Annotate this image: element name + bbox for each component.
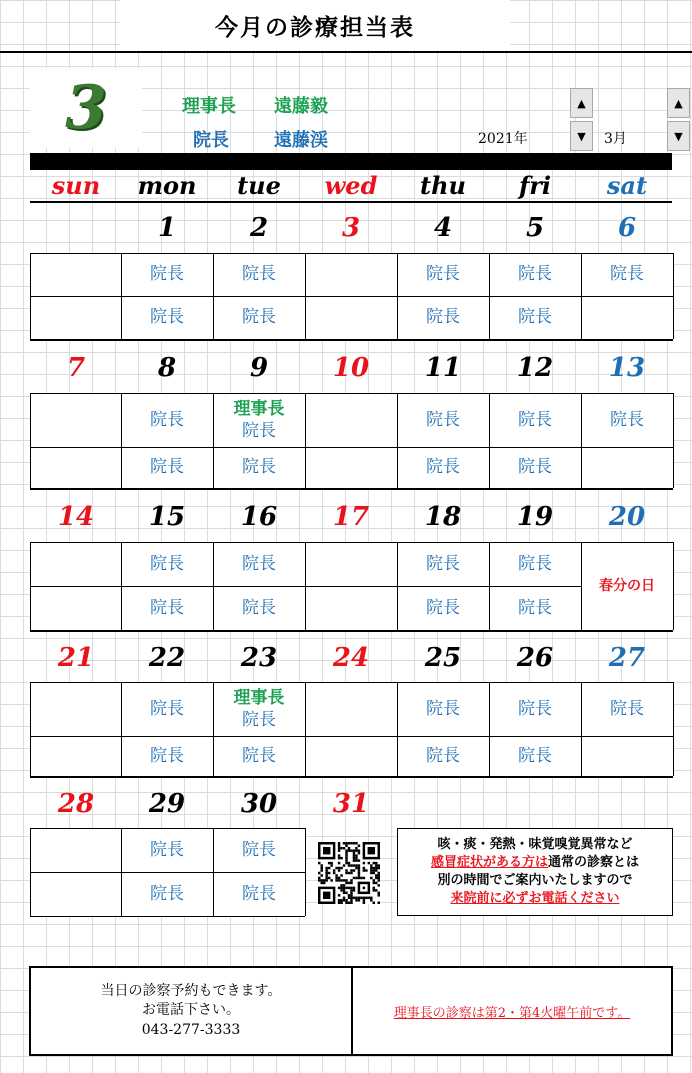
grid-line (581, 542, 582, 630)
grid-line (489, 393, 490, 488)
date-18: 18 (424, 502, 462, 532)
schedule-cell (121, 828, 213, 872)
arrow-up-icon: ▲ (674, 96, 683, 110)
schedule-cell (305, 296, 397, 339)
chief-label: 院長 (150, 839, 184, 860)
schedule-cell (213, 828, 305, 872)
schedule-cell (305, 542, 397, 586)
grid-line (30, 916, 305, 917)
chief-label: 院長 (242, 745, 276, 766)
schedule-cell (489, 393, 581, 447)
grid-line (305, 253, 306, 339)
notice-box (397, 828, 673, 916)
schedule-cell (489, 253, 581, 296)
chief-label: 院長 (150, 698, 184, 719)
chief-label: 院長 (242, 883, 276, 904)
chief-label: 院長 (518, 264, 552, 285)
chief-label: 院長 (242, 710, 276, 730)
date-3: 3 (341, 213, 361, 243)
date-30: 30 (240, 789, 278, 819)
staff-role-director: 理事長 (182, 96, 236, 117)
notice-emphasis: 感冒症状がある方は (430, 854, 548, 870)
date-21: 21 (57, 643, 95, 673)
schedule-cell (397, 393, 489, 447)
grid-line (489, 682, 490, 776)
director-label: 理事長 (233, 687, 285, 708)
grid-line (581, 393, 582, 488)
chief-label: 院長 (518, 553, 552, 574)
staff-name-director: 遠藤毅 (274, 96, 328, 117)
grid-line (30, 253, 673, 254)
grid-line (397, 682, 398, 776)
chief-label: 院長 (426, 745, 460, 766)
schedule-cell (213, 682, 305, 736)
schedule-cell (121, 542, 213, 586)
schedule-cell (581, 736, 673, 776)
year-down-button[interactable] (570, 121, 593, 151)
chief-label: 院長 (610, 409, 644, 430)
grid-line (30, 872, 305, 873)
date-26: 26 (516, 643, 554, 673)
date-31: 31 (332, 789, 370, 819)
chief-label: 院長 (242, 597, 276, 618)
date-6: 6 (617, 213, 637, 243)
grid-line (121, 828, 122, 916)
staff-role-chief: 院長 (193, 130, 229, 151)
chief-label: 院長 (518, 307, 552, 328)
date-8: 8 (157, 353, 177, 383)
grid-line (581, 682, 582, 776)
schedule-cell (30, 296, 122, 339)
date-20: 20 (608, 502, 646, 532)
phone-number: 043-277-3333 (141, 1021, 241, 1038)
chief-label: 院長 (518, 597, 552, 618)
date-1: 1 (157, 213, 177, 243)
weekday-wed: wed (324, 170, 378, 200)
schedule-cell (30, 253, 122, 296)
schedule-cell (489, 736, 581, 776)
schedule-cell (397, 447, 489, 488)
schedule-cell (213, 296, 305, 339)
schedule-cell (397, 542, 489, 586)
month-up-button[interactable] (667, 88, 690, 118)
chief-label: 院長 (242, 421, 276, 441)
grid-line (30, 296, 673, 297)
schedule-cell (213, 736, 305, 776)
date-29: 29 (148, 789, 186, 819)
grid-line (305, 393, 306, 488)
chief-label: 院長 (426, 264, 460, 285)
qr-code (318, 842, 380, 904)
grid-line (213, 542, 214, 630)
schedule-cell (30, 542, 122, 586)
grid-line (30, 542, 673, 543)
grid-line (581, 253, 582, 339)
schedule-cell (489, 586, 581, 630)
grid-line (30, 447, 673, 448)
chief-label: 院長 (426, 409, 460, 430)
weekday-mon: mon (137, 170, 197, 200)
footer-box (29, 966, 673, 1056)
chief-label: 院長 (426, 307, 460, 328)
schedule-cell (121, 586, 213, 630)
date-13: 13 (608, 353, 646, 383)
notice-line-1: 咳・痰・発熱・味覚嗅覚異常など (437, 836, 633, 852)
chief-label: 院長 (610, 264, 644, 285)
schedule-cell (305, 586, 397, 630)
schedule-cell (305, 682, 397, 736)
chief-label: 院長 (150, 409, 184, 430)
staff-name-chief: 遠藤渓 (274, 130, 328, 151)
date-23: 23 (240, 643, 278, 673)
date-12: 12 (516, 353, 554, 383)
schedule-cell (121, 736, 213, 776)
footer-reservation (31, 968, 351, 1054)
date-4: 4 (433, 213, 453, 243)
weekday-sat: sat (606, 170, 648, 200)
holiday-cell (581, 542, 673, 630)
chief-label: 院長 (426, 553, 460, 574)
month-number: 3 (65, 73, 107, 143)
date-9: 9 (249, 353, 269, 383)
chief-label: 院長 (150, 307, 184, 328)
arrow-up-icon: ▲ (577, 96, 586, 110)
week-separator (30, 488, 673, 490)
schedule-cell (30, 872, 122, 916)
grid-line (489, 253, 490, 339)
week-separator (30, 339, 673, 341)
chief-label: 院長 (426, 597, 460, 618)
schedule-cell (30, 682, 122, 736)
year-up-button[interactable] (570, 88, 593, 118)
notice-line-4: 来院前に必ずお電話ください (450, 891, 620, 907)
weekday-tue: tue (237, 170, 281, 200)
date-14: 14 (57, 502, 95, 532)
date-10: 10 (332, 353, 370, 383)
notice-line-2 (431, 854, 639, 872)
grid-line (121, 393, 122, 488)
chief-label: 院長 (610, 698, 644, 719)
schedule-cell (581, 682, 673, 736)
schedule-cell (213, 253, 305, 296)
grid-line (397, 253, 398, 339)
date-19: 19 (516, 502, 554, 532)
schedule-cell (397, 736, 489, 776)
schedule-cell (213, 393, 305, 447)
chief-label: 院長 (242, 307, 276, 328)
grid-line (673, 682, 674, 776)
grid-line (213, 828, 214, 916)
holiday-label: 春分の日 (599, 577, 655, 594)
schedule-cell (30, 447, 122, 488)
chief-label: 院長 (150, 745, 184, 766)
date-25: 25 (424, 643, 462, 673)
schedule-cell (121, 296, 213, 339)
week-separator (30, 630, 673, 632)
schedule-cell (305, 253, 397, 296)
notice-line-3: 別の時間でご案内いたしますので (437, 873, 633, 888)
grid-line (397, 542, 398, 630)
chief-label: 院長 (150, 553, 184, 574)
footer-director-note: 理事長の診察は第2・第4火曜午前です。 (393, 1005, 631, 1021)
chief-label: 院長 (426, 698, 460, 719)
schedule-cell (213, 872, 305, 916)
year-value: 2021年 (478, 131, 528, 147)
chief-label: 院長 (150, 597, 184, 618)
chief-label: 院長 (518, 745, 552, 766)
grid-line (673, 393, 674, 488)
schedule-cell (30, 736, 122, 776)
schedule-cell (397, 586, 489, 630)
chief-label: 院長 (242, 264, 276, 285)
title-rule (0, 51, 692, 53)
grid-line (673, 253, 674, 339)
schedule-cell (581, 447, 673, 488)
chief-label: 院長 (426, 457, 460, 478)
grid-line (305, 542, 306, 630)
notice-line-2-rest: 通常の診察とは (548, 854, 640, 870)
grid-line (213, 253, 214, 339)
schedule-cell (581, 253, 673, 296)
date-24: 24 (332, 643, 370, 673)
schedule-cell (397, 296, 489, 339)
schedule-cell (213, 542, 305, 586)
weekday-thu: thu (420, 170, 466, 200)
schedule-cell (121, 682, 213, 736)
week-separator (30, 776, 673, 778)
arrow-down-icon: ▼ (577, 129, 586, 143)
date-15: 15 (148, 502, 186, 532)
grid-line (213, 682, 214, 776)
grid-line (213, 393, 214, 488)
schedule-cell (581, 393, 673, 447)
chief-label: 院長 (242, 839, 276, 860)
schedule-cell (489, 447, 581, 488)
chief-label: 院長 (518, 698, 552, 719)
grid-line (30, 828, 305, 829)
grid-line (30, 682, 31, 776)
chief-label: 院長 (242, 553, 276, 574)
date-2: 2 (249, 213, 269, 243)
schedule-cell (121, 253, 213, 296)
schedule-cell (489, 296, 581, 339)
date-7: 7 (66, 353, 86, 383)
grid-line (397, 393, 398, 488)
grid-line (121, 682, 122, 776)
grid-line (30, 828, 31, 916)
grid-line (305, 682, 306, 776)
footer-line-2: お電話下さい。 (142, 1002, 240, 1019)
arrow-down-icon: ▼ (674, 129, 683, 143)
month-down-button[interactable] (667, 121, 690, 151)
date-17: 17 (332, 502, 370, 532)
date-11: 11 (424, 353, 462, 383)
schedule-cell (581, 296, 673, 339)
chief-label: 院長 (518, 409, 552, 430)
weekday-fri: fri (518, 170, 552, 200)
schedule-cell (30, 393, 122, 447)
footer-line-1: 当日の診察予約もできます。 (100, 982, 282, 999)
grid-line (30, 736, 673, 737)
chief-label: 院長 (518, 457, 552, 478)
schedule-cell (121, 447, 213, 488)
month-badge (30, 68, 142, 148)
page-title: 今月の診療担当表 (120, 0, 510, 50)
schedule-cell (121, 393, 213, 447)
date-27: 27 (608, 643, 646, 673)
weekday-sun: sun (51, 170, 101, 200)
grid-line (305, 828, 306, 916)
grid-line (30, 253, 31, 339)
grid-line (30, 393, 673, 394)
date-22: 22 (148, 643, 186, 673)
grid-line (673, 542, 674, 630)
schedule-cell (305, 393, 397, 447)
schedule-cell (397, 253, 489, 296)
schedule-cell (489, 542, 581, 586)
schedule-cell (213, 586, 305, 630)
grid-line (30, 682, 673, 683)
month-value: 3月 (604, 131, 627, 147)
date-28: 28 (57, 789, 95, 819)
schedule-cell (30, 828, 122, 872)
schedule-cell (397, 682, 489, 736)
schedule-cell (489, 682, 581, 736)
grid-line (121, 253, 122, 339)
grid-line (121, 542, 122, 630)
date-5: 5 (525, 213, 545, 243)
schedule-cell (213, 447, 305, 488)
director-label: 理事長 (233, 398, 285, 419)
schedule-cell (121, 872, 213, 916)
grid-line (30, 393, 31, 488)
schedule-cell (305, 736, 397, 776)
grid-line (489, 542, 490, 630)
chief-label: 院長 (150, 883, 184, 904)
grid-line (30, 542, 31, 630)
date-16: 16 (240, 502, 278, 532)
schedule-cell (305, 447, 397, 488)
chief-label: 院長 (150, 457, 184, 478)
chief-label: 院長 (242, 457, 276, 478)
schedule-cell (30, 586, 122, 630)
chief-label: 院長 (150, 264, 184, 285)
